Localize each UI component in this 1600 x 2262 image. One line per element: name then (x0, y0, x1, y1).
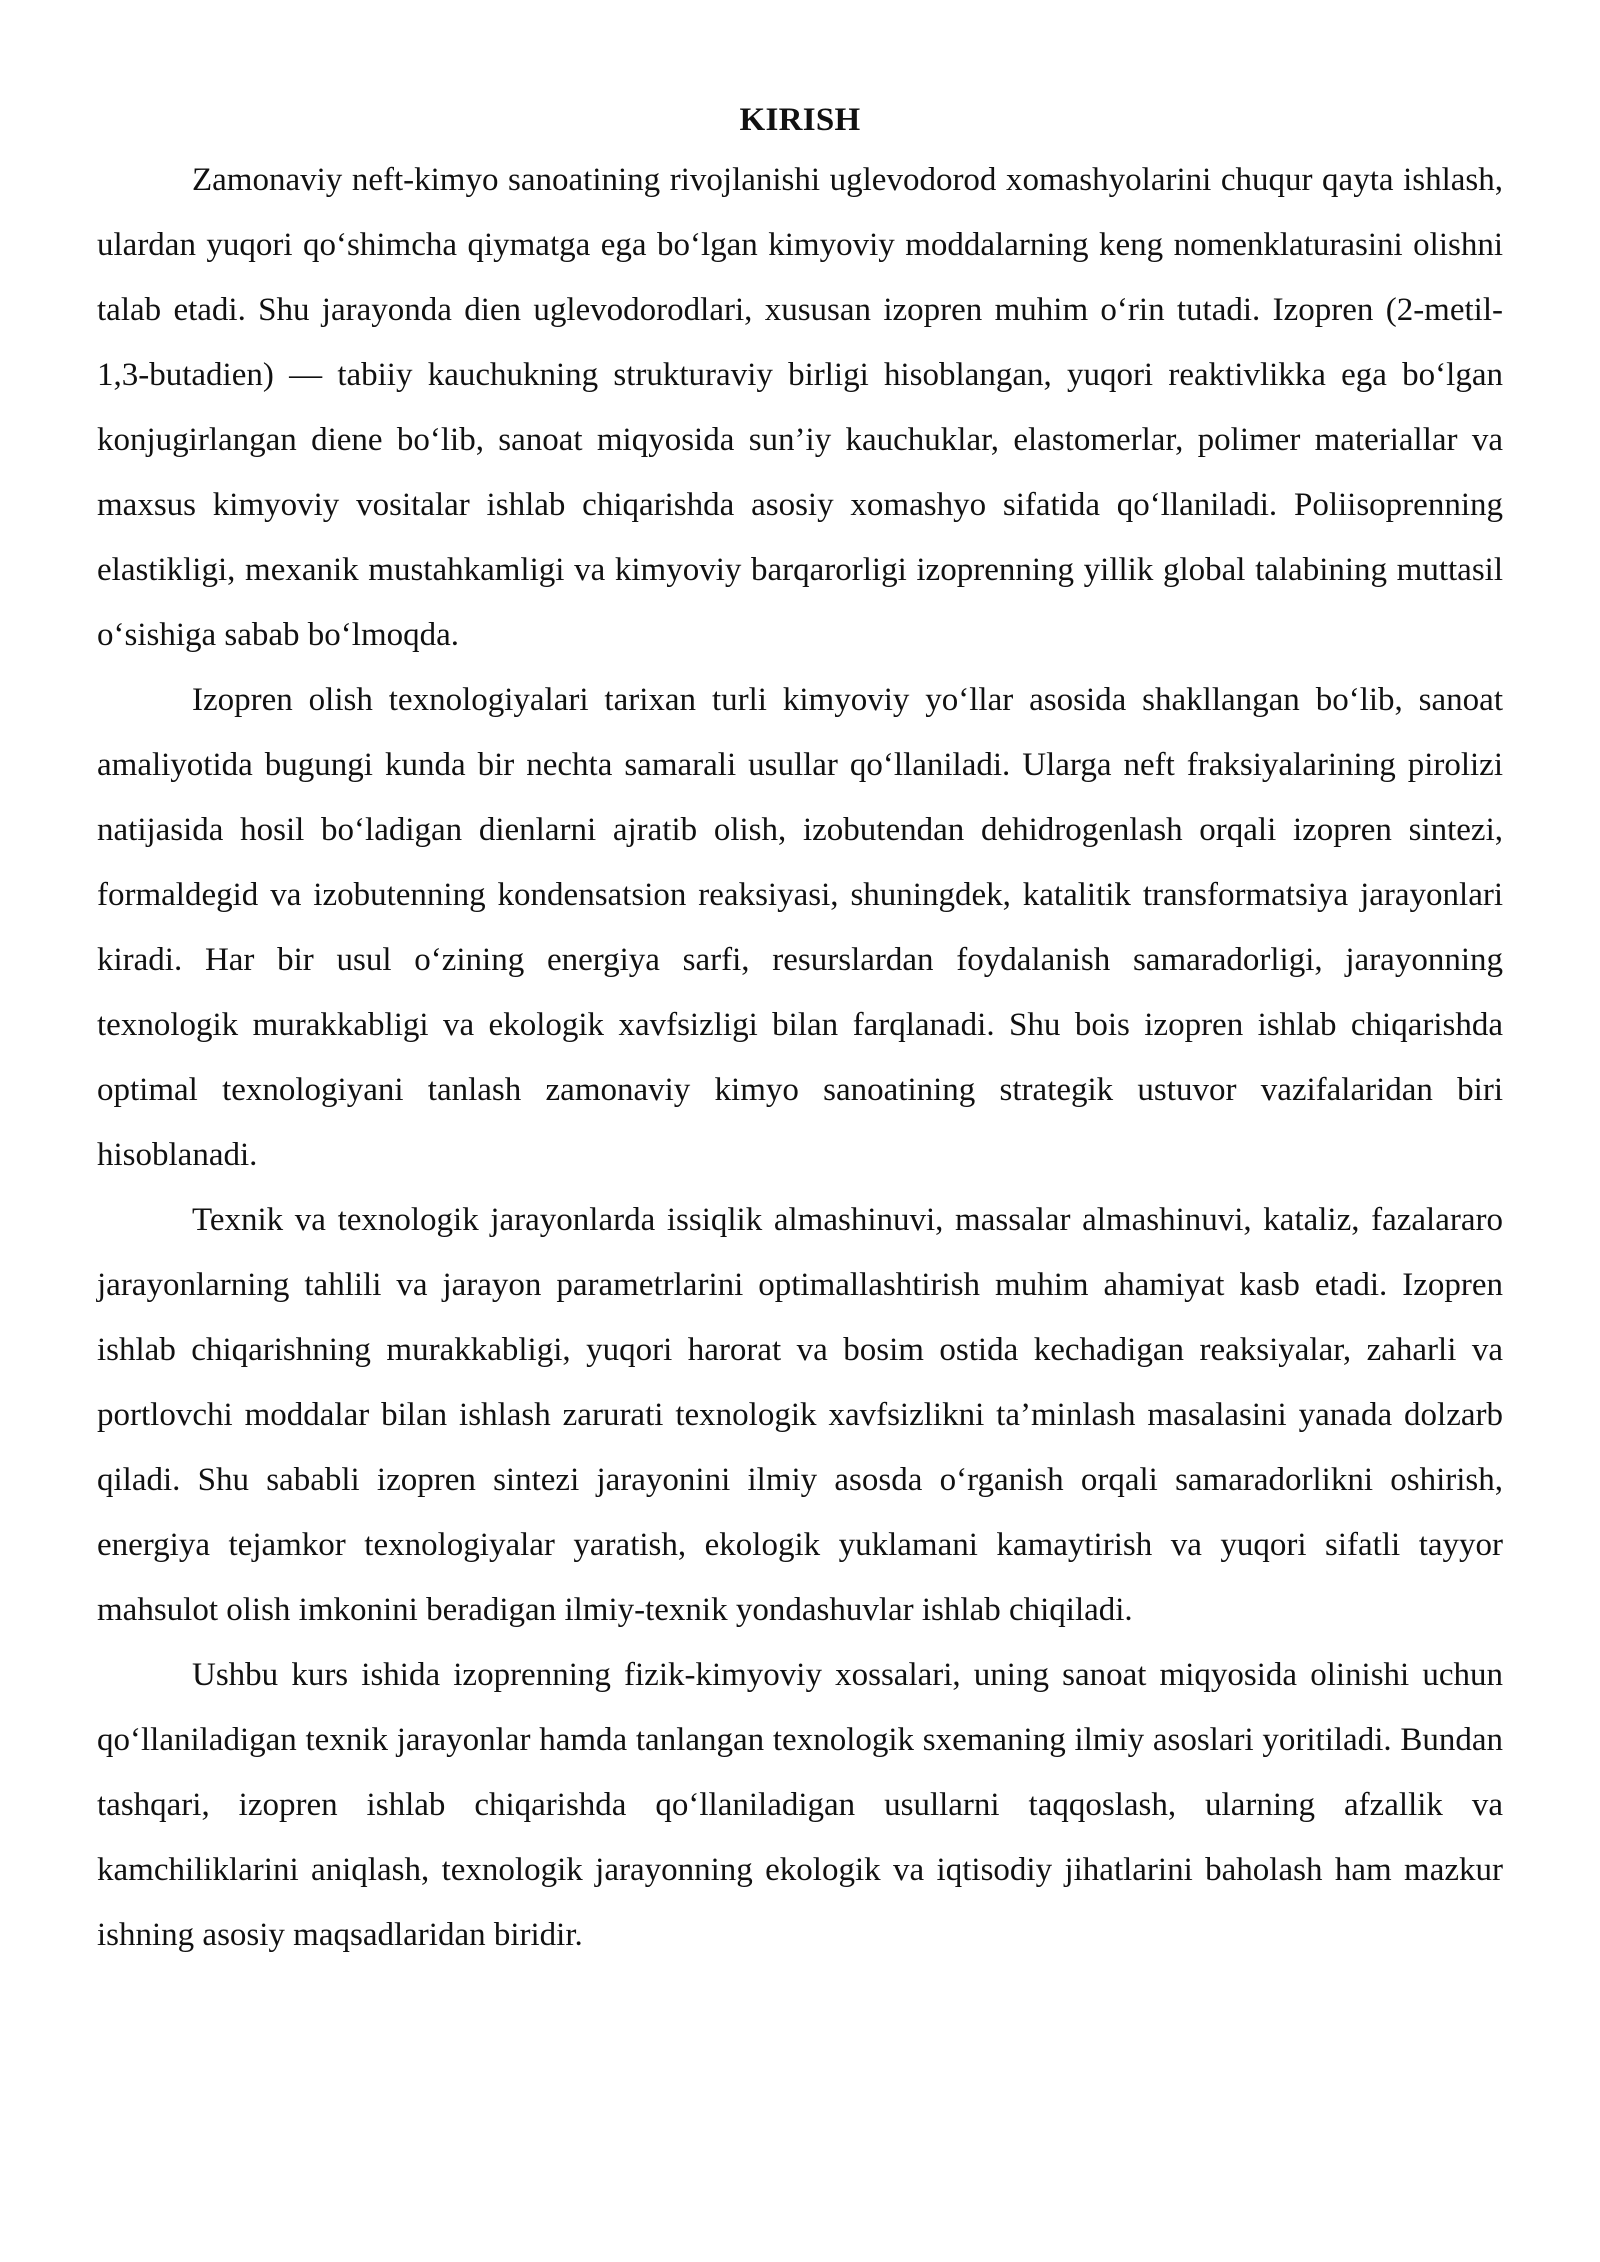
page-title: KIRISH (739, 102, 861, 138)
paragraph-2: Izopren olish texnologiyalari tarixan turli kimyoviy yo‘llar asosida shakllangan bo‘lib, sanoat amaliyotida bugungi kunda bir nechta samarali usullar qo‘llaniladi. Ularga neft fraksiyalarining pirolizi natijasida hosil bo‘ladigan dienlarni ajratib olish, izobutendan dehidrogenlash orqali izopren sintezi, formaldegid va izobutenning kondensatsion reaksiyasi, shuningdek, katalitik transformatsiya jarayonlari kiradi. Har bir usul o‘zining energiya sarfi, resurslardan foydalanish samaradorligi, jarayonning texnologik murakkabligi va ekologik xavfsizligi bilan farqlanadi. Shu bois izopren ishlab chiqarishda optimal texnologiyani tanlash zamonaviy kimyo sanoatining strategik ustuvor vazifalaridan biri hisoblanadi. (97, 682, 1503, 1173)
document-body (97, 92, 1503, 1968)
paragraph-4: Ushbu kurs ishida izoprenning fizik-kimyoviy xossalari, uning sanoat miqyosida olinishi uchun qo‘llaniladigan texnik jarayonlar hamda tanlangan texnologik sxemaning ilmiy asoslari yoritiladi. Bundan tashqari, izopren ishlab chiqarishda qo‘llaniladigan usullarni taqqoslash, ularning afzallik va kamchiliklarini aniqlash, texnologik jarayonning ekologik va iqtisodiy jihatlarini baholash ham mazkur ishning asosiy maqsadlaridan biridir. (97, 1657, 1503, 1953)
paragraph-3: Texnik va texnologik jarayonlarda issiqlik almashinuvi, massalar almashinuvi, kataliz, fazalararo jarayonlarning tahlili va jarayon parametrlarini optimallashtirish muhim ahamiyat kasb etadi. Izopren ishlab chiqarishning murakkabligi, yuqori harorat va bosim ostida kechadigan reaksiyalar, zaharli va portlovchi moddalar bilan ishlash zarurati texnologik xavfsizlikni ta’minlash masalasini yanada dolzarb qiladi. Shu sababli izopren sintezi jarayonini ilmiy asosda o‘rganish orqali samaradorlikni oshirish, energiya tejamkor texnologiyalar yaratish, ekologik yuklamani kamaytirish va yuqori sifatli tayyor mahsulot olish imkonini beradigan ilmiy-texnik yondashuvlar ishlab chiqiladi. (97, 1202, 1503, 1628)
paragraph-1: Zamonaviy neft-kimyo sanoatining rivojlanishi uglevodorod xomashyolarini chuqur qayta ishlash, ulardan yuqori qo‘shimcha qiymatga ega bo‘lgan kimyoviy moddalarning keng nomenklaturasini olishni talab etadi. Shu jarayonda dien uglevodorodlari, xususan izopren muhim o‘rin tutadi. Izopren (2-metil-1,3-butadien) — tabiiy kauchukning strukturaviy birligi hisoblangan, yuqori reaktivlikka ega bo‘lgan konjugirlangan diene bo‘lib, sanoat miqyosida sun’iy kauchuklar, elastomerlar, polimer materiallar va maxsus kimyoviy vositalar ishlab chiqarishda asosiy xomashyo sifatida qo‘llaniladi. Poliisoprenning elastikligi, mexanik mustahkamligi va kimyoviy barqarorligi izoprenning yillik global talabining muttasil o‘sishiga sabab bo‘lmoqda. (97, 162, 1503, 653)
